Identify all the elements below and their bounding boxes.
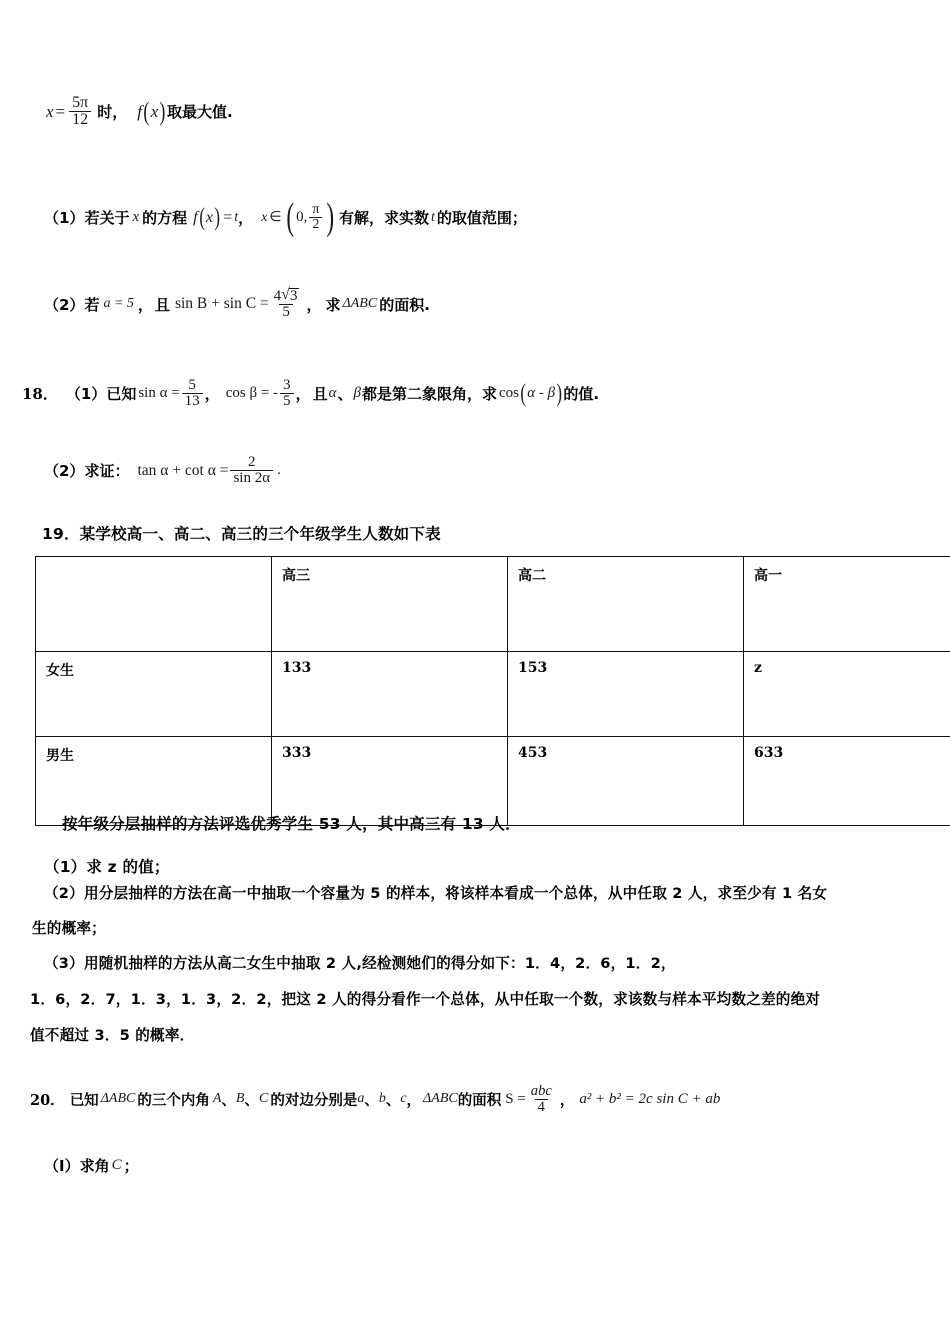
table-header-grade3: 高三 bbox=[272, 557, 508, 652]
q17-part2-line bbox=[44, 288, 430, 321]
q20-line bbox=[30, 1084, 720, 1115]
q18-tan-cot-lhs: tan α + cot α = bbox=[137, 461, 229, 479]
sqrt-3 bbox=[281, 288, 298, 304]
element-of-sign: ∈ bbox=[269, 210, 282, 226]
q17-part2-text-c: 求 bbox=[325, 295, 341, 314]
q20-side-c: c bbox=[400, 1091, 407, 1107]
function-f: f bbox=[137, 101, 142, 121]
q17-part1-line bbox=[44, 197, 527, 239]
table-row bbox=[36, 652, 950, 737]
q19-part2-line2: 生的概率； bbox=[32, 920, 106, 937]
table-header-blank bbox=[36, 557, 272, 652]
q18-text-d: 的值. bbox=[563, 385, 600, 404]
q20-area-lhs: S = bbox=[505, 1090, 526, 1107]
q18-sin-alpha-fraction bbox=[182, 378, 203, 410]
q20-equation-2: a² + b² = 2c sin C + ab bbox=[579, 1090, 721, 1107]
q17-part1-fn-arg-group bbox=[198, 203, 222, 231]
q18-alpha: α bbox=[328, 385, 337, 402]
q20-angle-A: A bbox=[212, 1091, 222, 1107]
variable-x: x bbox=[46, 101, 54, 121]
paren-left: ( bbox=[520, 379, 526, 407]
q20-triangle-abc-1: ΔABC bbox=[100, 1091, 136, 1107]
q20-dun1: 、 bbox=[221, 1092, 236, 1109]
q17-part1-interval-var: x bbox=[261, 209, 268, 225]
table-header-grade2: 高二 bbox=[508, 557, 744, 652]
interval-paren-right: ) bbox=[326, 197, 335, 239]
female-grade2-count: 153 bbox=[508, 652, 744, 737]
q20-area-fraction bbox=[528, 1084, 555, 1115]
q18-part2-frac-num: 2 bbox=[248, 454, 256, 470]
paren-left: ( bbox=[198, 203, 205, 231]
fraction-denominator: 12 bbox=[69, 111, 91, 128]
q20-part1-semicolon: ； bbox=[123, 1157, 139, 1175]
paren-right: ) bbox=[159, 97, 166, 127]
q18-cos-arg: α - β bbox=[527, 385, 556, 402]
q17-part1-text-c: 有解，求实数 bbox=[338, 209, 429, 228]
q18-number: 18． bbox=[22, 385, 58, 404]
q20-text-c: 的对边分别是 bbox=[270, 1092, 358, 1109]
paren-left: ( bbox=[143, 97, 150, 127]
q17-part2-text-d: 的面积. bbox=[379, 295, 430, 314]
interval-paren-left: ( bbox=[285, 197, 294, 239]
q17-part2-fraction bbox=[271, 288, 302, 321]
q18-part2-fraction bbox=[230, 455, 273, 487]
q18-text-c: 都是第二象限角，求 bbox=[361, 385, 497, 404]
q19-heading: 19．某学校高一、高二、高三的三个年级学生人数如下表 bbox=[42, 525, 441, 543]
table-header-grade1: 高一 bbox=[744, 557, 950, 652]
q20-comma2: ， bbox=[559, 1092, 575, 1109]
interval-paren-group bbox=[284, 197, 337, 239]
q17-part1-t: t bbox=[234, 209, 239, 225]
table-header-row bbox=[36, 557, 950, 652]
paren-right: ) bbox=[556, 379, 563, 407]
q17-part2-text-a: 若 bbox=[84, 295, 100, 314]
equals-sign: = bbox=[55, 101, 66, 121]
q17-part1-marker: （1） bbox=[44, 209, 85, 228]
q17-part1-var-x: x bbox=[132, 209, 140, 226]
q17-part1-interval-expression bbox=[261, 197, 337, 239]
q20-area-num: abc bbox=[530, 1083, 552, 1099]
q18-part2-line bbox=[44, 455, 281, 487]
q18-cos-fn: cos bbox=[498, 385, 519, 402]
q18-comma1: ， bbox=[204, 385, 220, 404]
q17-part2-text-b: 且 bbox=[154, 295, 170, 314]
q18-sin-alpha-lhs: sin α = bbox=[138, 385, 180, 402]
q18-part1-marker: （1） bbox=[65, 385, 107, 404]
q18-cos-beta-fraction bbox=[280, 378, 294, 410]
function-argument: x bbox=[150, 101, 159, 121]
q18-cos-num: 3 bbox=[283, 377, 291, 393]
q18-part2-marker: （2） bbox=[44, 462, 85, 481]
q17-part2-comma2: ， bbox=[306, 295, 322, 314]
q17-part1-function-f: f bbox=[193, 208, 198, 226]
row-label-female: 女生 bbox=[36, 652, 272, 737]
interval-upper-fraction bbox=[309, 203, 322, 233]
q18-cos-den: 5 bbox=[280, 393, 294, 409]
q18-sin-den: 13 bbox=[182, 393, 203, 409]
frac-coefficient: 4 bbox=[273, 288, 282, 304]
fraction-5pi-over-12 bbox=[69, 95, 91, 129]
fraction-numerator: 5π bbox=[72, 94, 89, 111]
q17-part1-comma: ， bbox=[238, 209, 254, 228]
q19-part3-line3: 值不超过 3．5 的概率． bbox=[30, 1027, 195, 1044]
q17-part2-frac-den: 5 bbox=[279, 304, 293, 320]
male-grade3-count: 333 bbox=[272, 737, 508, 826]
q20-angle-C: C bbox=[258, 1091, 269, 1107]
male-grade1-count: 633 bbox=[744, 737, 950, 826]
student-count-table bbox=[35, 556, 950, 826]
max-value-text: 取最大值. bbox=[167, 103, 233, 122]
q20-text-b: 的三个内角 bbox=[137, 1092, 210, 1109]
q20-angle-B: B bbox=[235, 1091, 245, 1107]
q18-cos-arg-group bbox=[519, 379, 563, 407]
q18-part2-period: . bbox=[277, 462, 281, 479]
q20-dun2: 、 bbox=[244, 1092, 259, 1109]
q18-part2-frac-den: sin 2α bbox=[230, 470, 273, 486]
q18-part1-line bbox=[22, 378, 599, 410]
interval-upper-den: 2 bbox=[309, 217, 322, 232]
when-text: 时， bbox=[97, 103, 128, 122]
q18-beta: β bbox=[353, 385, 361, 402]
q18-cos-beta-lhs: cos β = - bbox=[225, 385, 279, 402]
row-label-male: 男生 bbox=[36, 737, 272, 826]
q20-part1-marker: （Ⅰ） bbox=[44, 1157, 80, 1175]
q17-part1-text-a: 若关于 bbox=[84, 209, 130, 228]
q20-part1-angle-C: C bbox=[111, 1157, 122, 1173]
q20-part1-text: 求角 bbox=[79, 1157, 110, 1175]
q19-note: 按年级分层抽样的方法评选优秀学生 53 人，其中高三有 13 人． bbox=[62, 815, 521, 833]
q20-side-a: a bbox=[357, 1091, 365, 1107]
q19-part2-line1: （2）用分层抽样的方法在高一中抽取一个容量为 5 的样本，将该样本看成一个总体，从中任取 2 人，求至少有 1 名女 bbox=[44, 885, 828, 902]
q20-number: 20． bbox=[30, 1091, 65, 1109]
q20-part1-line bbox=[44, 1155, 139, 1176]
q20-dun4: 、 bbox=[385, 1092, 401, 1109]
q17-part2-comma: ， bbox=[137, 295, 153, 314]
formula-max-value-line bbox=[46, 95, 233, 129]
q19-part3-line1: （3）用随机抽样的方法从高二女生中抽取 2 人,经检测她们的得分如下：1．4，2．6，1．2， bbox=[44, 955, 676, 972]
q18-part1-text-a: 已知 bbox=[106, 385, 137, 404]
q20-dun3: 、 bbox=[364, 1092, 379, 1109]
q18-comma2: ， bbox=[295, 385, 311, 404]
q17-part2-triangle-abc: ΔABC bbox=[342, 296, 378, 312]
female-grade1-count: z bbox=[744, 652, 950, 737]
q17-part2-marker: （2） bbox=[44, 295, 85, 314]
q20-area-den: 4 bbox=[535, 1099, 548, 1115]
interval-upper-num: π bbox=[312, 202, 320, 217]
q17-part1-t2: t bbox=[430, 209, 435, 225]
male-grade2-count: 453 bbox=[508, 737, 744, 826]
q18-part2-text: 求证： bbox=[84, 462, 130, 481]
q17-part2-a-equals-5: a = 5 bbox=[103, 296, 134, 312]
q20-text-d: 的面积 bbox=[457, 1092, 502, 1109]
q17-part2-sin-sum-lhs: sin B + sin C = bbox=[174, 295, 269, 313]
q19-part3-line2: 1．6，2．7，1．3，1．3，2．2，把这 2 人的得分看作一个总体，从中任取一个数，求该数与样本平均数之差的绝对 bbox=[30, 991, 821, 1008]
function-argument-group bbox=[142, 97, 167, 127]
q17-part1-text-d: 的取值范围； bbox=[436, 209, 527, 228]
q17-part2-frac-num bbox=[271, 288, 302, 304]
q18-text-b: 且 bbox=[312, 385, 328, 404]
sqrt-radicand: 3 bbox=[289, 288, 298, 304]
q17-part1-text-b: 的方程 bbox=[142, 209, 188, 228]
q17-part1-equals: = bbox=[223, 208, 233, 226]
female-grade3-count: 133 bbox=[272, 652, 508, 737]
interval-lower: 0, bbox=[296, 209, 308, 226]
q20-comma1: ， bbox=[406, 1092, 422, 1109]
q17-part1-fn-arg: x bbox=[205, 208, 213, 226]
q18-dun1: 、 bbox=[337, 385, 353, 404]
q20-side-b: b bbox=[378, 1091, 386, 1107]
q19-part1: （1）求 z 的值； bbox=[44, 858, 170, 876]
q18-sin-num: 5 bbox=[188, 377, 196, 393]
paren-right: ) bbox=[214, 203, 220, 231]
q20-triangle-abc-2: ΔABC bbox=[423, 1091, 458, 1107]
q20-text-a: 已知 bbox=[69, 1092, 99, 1109]
